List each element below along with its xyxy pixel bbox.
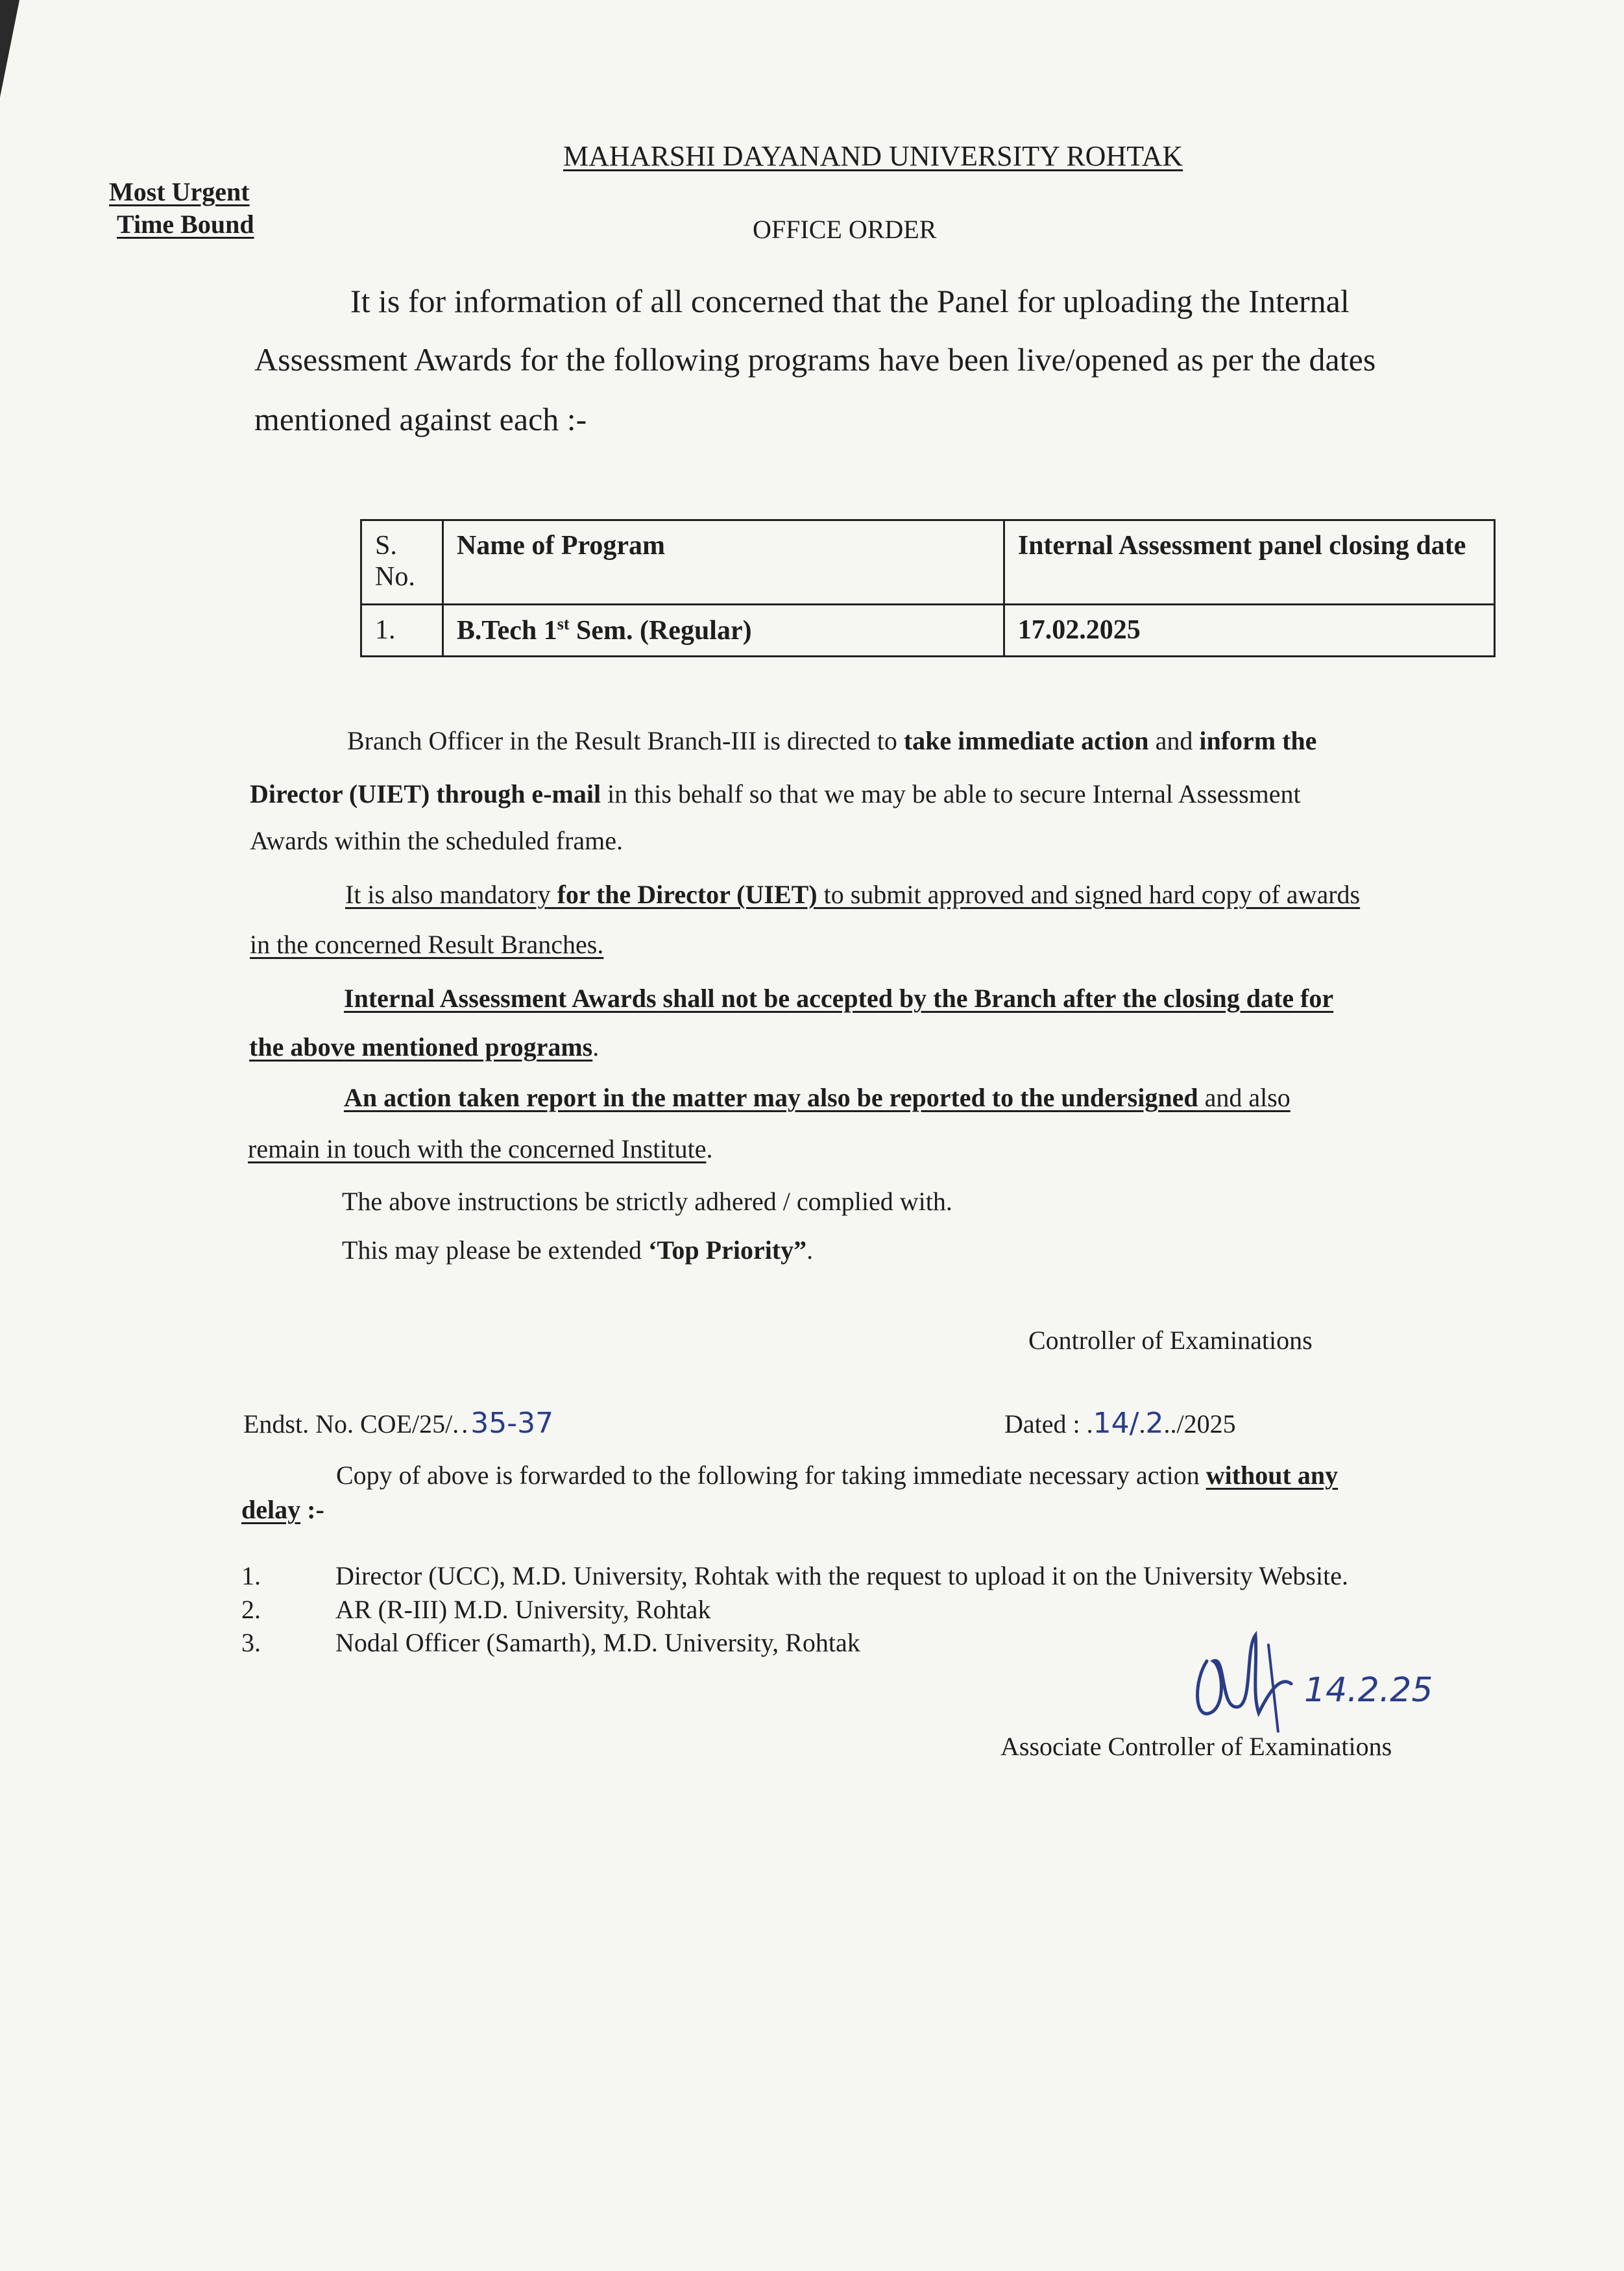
header-program: Name of Program <box>442 520 1004 605</box>
header-closing-date: Internal Assessment panel closing date <box>1004 520 1494 605</box>
copy-text: Copy of above is forwarded to the following for taking immediate necessary action <box>336 1461 1206 1490</box>
dated-year: /2025 <box>1176 1409 1236 1439</box>
para1-line1 <box>347 725 1316 756</box>
copy-line1 <box>336 1460 1338 1490</box>
recipient-2-num: 2. <box>241 1595 261 1624</box>
copy-bold-without-any: without any <box>1206 1461 1339 1490</box>
intro-line-3: mentioned against each :- <box>254 401 587 437</box>
associate-controller-signatory: Associate Controller of Examinations <box>1000 1732 1392 1761</box>
para4-end: . <box>706 1134 713 1163</box>
para1-line3: Awards within the scheduled frame. <box>250 826 624 855</box>
university-title: MAHARSHI DAYANAND UNIVERSITY ROHTAK <box>563 140 1183 172</box>
dated-line: Dated : .14/.2../2025 <box>1004 1407 1236 1440</box>
para3-bold: the above mentioned programs <box>249 1032 593 1062</box>
program-superscript: st <box>557 614 570 633</box>
program-sem: Sem. (Regular) <box>569 616 752 646</box>
most-urgent-label: Most Urgent <box>109 177 250 206</box>
endorsement-number: Endst. No. COE/25/..35-37 <box>243 1407 554 1440</box>
dated-day-handwritten: 14 <box>1093 1407 1130 1440</box>
recipient-3-text: Nodal Officer (Samarth), M.D. University, Rohtak <box>335 1628 860 1657</box>
para1-bold-b: take immediate action <box>903 726 1149 755</box>
para1-text-c: and <box>1148 726 1200 755</box>
para3-end: . <box>592 1032 600 1062</box>
recipient-3-num: 3. <box>241 1628 261 1657</box>
endorsement-handwritten-number: 35-37 <box>470 1407 554 1440</box>
para3-line1: Internal Assessment Awards shall not be accepted by the Branch after the closing date for <box>344 984 1334 1013</box>
row-sno: 1. <box>361 605 443 657</box>
para4-line2 <box>248 1134 712 1164</box>
para1-line2 <box>250 779 1301 809</box>
para4-line1 <box>344 1082 1291 1113</box>
para2-line1 <box>345 879 1360 910</box>
dated-month-handwritten: 2 <box>1145 1407 1164 1440</box>
row-program <box>442 605 1004 657</box>
para1-bold-d: inform the <box>1199 726 1317 755</box>
signature-date-handwritten: 14.2.25 <box>1304 1671 1433 1710</box>
recipient-1-num: 1. <box>241 1561 261 1590</box>
para1-bold-e: Director (UIET) through e-mail <box>250 779 601 808</box>
para2-text-a: It is also mandatory <box>345 880 557 909</box>
table-row <box>361 605 1495 657</box>
intro-line-1: It is for information of all concerned that the Panel for uploading the Internal <box>350 283 1350 319</box>
priority-line <box>342 1235 813 1265</box>
copy-bold-delay: delay <box>241 1495 301 1524</box>
para4-text-c: remain in touch with the concerned Institute <box>248 1134 707 1163</box>
instructions-line: The above instructions be strictly adhered / complied with. <box>342 1187 952 1216</box>
program-name: B.Tech 1 <box>456 616 557 646</box>
program-table <box>360 519 1496 657</box>
endorsement-prefix: Endst. No. COE/25/ <box>243 1409 453 1439</box>
priority-end: . <box>806 1235 814 1265</box>
header-sno: S. No. <box>361 520 443 605</box>
priority-bold: ‘Top Priority” <box>648 1235 807 1265</box>
priority-text: This may please be extended <box>342 1235 649 1265</box>
para4-bold: An action taken report in the matter may also be reported to the undersigned <box>344 1083 1198 1112</box>
para2-bold-b: for the Director (UIET) <box>557 880 818 909</box>
dated-label: Dated : <box>1004 1409 1087 1439</box>
time-bound-label: Time Bound <box>117 210 254 239</box>
table-header-row <box>361 520 1495 605</box>
copy-line2 <box>241 1494 324 1525</box>
para2-line2: in the concerned Result Branches. <box>250 930 604 959</box>
para3-line2 <box>249 1032 599 1062</box>
para2-text-c: to submit approved and signed hard copy of awards <box>817 880 1361 909</box>
office-order-title: OFFICE ORDER <box>753 215 937 244</box>
recipient-2-text: AR (R-III) M.D. University, Rohtak <box>335 1595 711 1624</box>
para1-text-f: in this behalf so that we may be able to secure Internal Assessment <box>601 779 1301 808</box>
controller-signatory: Controller of Examinations <box>1028 1326 1313 1355</box>
para4-text-b: and also <box>1198 1083 1291 1112</box>
row-date: 17.02.2025 <box>1004 605 1494 657</box>
recipient-1-text: Director (UCC), M.D. University, Rohtak with the request to upload it on the University Website. <box>335 1561 1348 1590</box>
para1-text-a: Branch Officer in the Result Branch-III is directed to <box>347 726 904 755</box>
scan-corner-shadow <box>0 0 19 97</box>
intro-line-2: Assessment Awards for the following programs have been live/opened as per the dates <box>254 341 1376 378</box>
copy-end: :- <box>300 1495 324 1524</box>
